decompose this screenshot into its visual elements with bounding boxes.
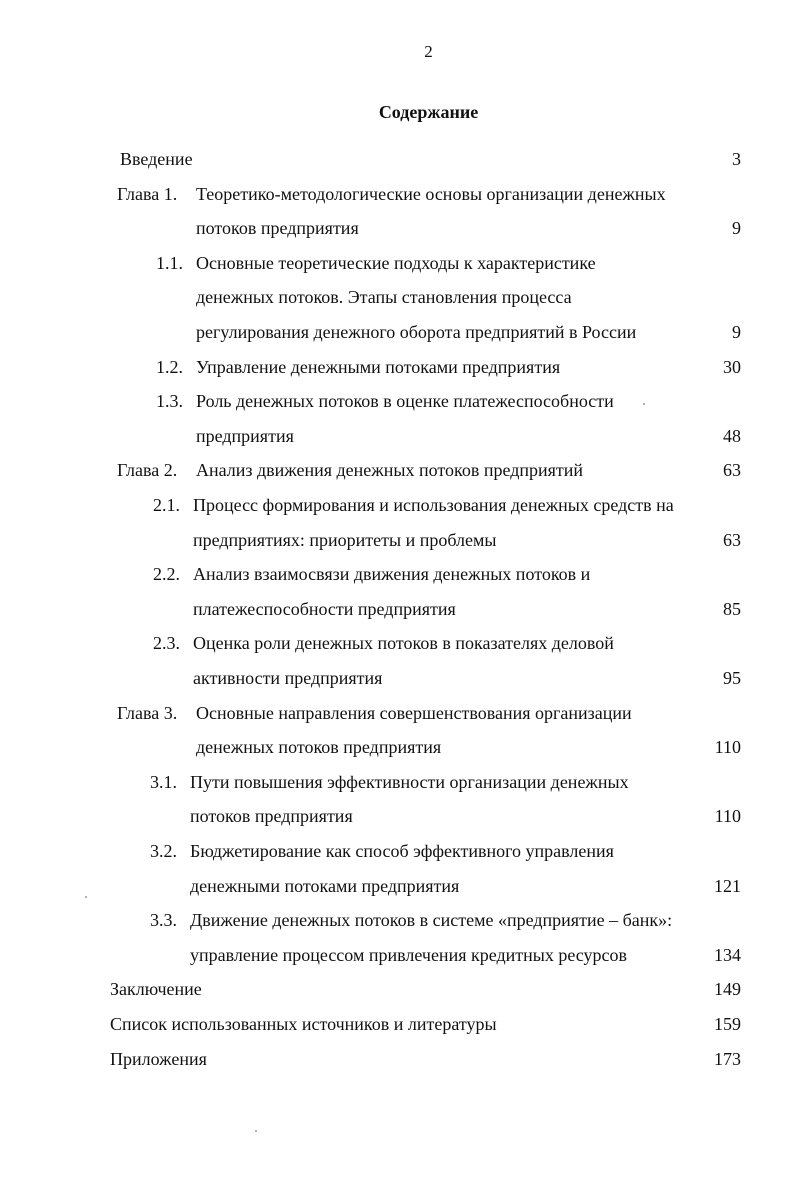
toc-entry-title: предприятия: [196, 425, 294, 446]
toc-entry-number: Глава 2.: [117, 460, 178, 481]
toc-entry-page: 30: [723, 356, 741, 377]
toc-entry-number: 1.3.: [156, 391, 183, 412]
page-title: Содержание: [378, 102, 479, 122]
toc-entry-number: 3.1.: [150, 771, 177, 792]
toc-entry-title: Бюджетирование как способ эффективного управления: [190, 841, 614, 861]
toc-entry-title: Пути повышения эффективности организации денежных: [190, 771, 629, 792]
toc-entry-title: Анализ движения денежных потоков предприятий: [196, 460, 584, 481]
toc-entry-number: Глава 3.: [117, 702, 178, 723]
scan-speck: [643, 403, 645, 405]
toc-entry-number: 1.2.: [156, 356, 183, 377]
toc-entry-number: 2.1.: [153, 495, 180, 515]
toc-entry-title: Теоретико-методологические основы организации денежных: [196, 183, 666, 204]
toc-entry-title: Оценка роли денежных потоков в показателях деловой: [193, 633, 614, 654]
toc-entry-number: 3.3.: [150, 910, 177, 931]
toc-entry-number: 3.2.: [150, 841, 177, 861]
toc-entry-title: Анализ взаимосвязи движения денежных потоков и: [193, 564, 591, 585]
toc-entry-title: потоков предприятия: [190, 806, 353, 827]
toc-entry-title: Заключение: [110, 979, 202, 1000]
scan-speck: [85, 896, 87, 898]
toc-entry-title: Список использованных источников и литературы: [110, 1014, 497, 1034]
toc-entry-title: потоков предприятия: [196, 218, 359, 239]
toc-entry-title: Управление денежными потоками предприятия: [196, 356, 561, 377]
toc-entry-page: 110: [714, 806, 741, 827]
toc-entry-number: 2.2.: [153, 564, 180, 585]
toc-entry-title: Приложения: [110, 1048, 207, 1069]
toc-entry-page: 9: [732, 218, 741, 239]
toc-entry-page: 63: [723, 460, 741, 481]
toc-entry-title: денежных потоков предприятия: [196, 737, 442, 758]
toc-entry-page: 159: [714, 1014, 741, 1034]
toc-entry-page: 121: [714, 875, 741, 896]
toc-entry-title: Основные теоретические подходы к характеристике: [196, 252, 596, 273]
toc-entry-number: 1.1.: [156, 252, 183, 273]
toc-entry-title: регулирования денежного оборота предприятий в России: [196, 322, 637, 342]
scan-speck: [255, 1130, 257, 1132]
toc-entry-number: 2.3.: [153, 633, 180, 654]
toc-entry-page: 85: [723, 598, 741, 619]
toc-entry-page: 110: [714, 737, 741, 758]
toc-entry-page: 173: [714, 1048, 741, 1069]
toc-entry-page: 3: [732, 149, 741, 169]
toc-entry-page: 134: [714, 944, 741, 965]
toc-entry-page: 95: [723, 668, 741, 688]
page-number: 2: [424, 42, 433, 61]
toc-entry-number: Глава 1.: [117, 183, 178, 204]
toc-entry-title: денежных потоков. Этапы становления процесса: [196, 287, 572, 308]
toc-entry-title: Введение: [120, 149, 193, 169]
toc-entry-page: 9: [732, 322, 741, 342]
toc-entry-title: Движение денежных потоков в системе «предприятие – банк»:: [190, 910, 673, 931]
toc-entry-title: денежными потоками предприятия: [190, 875, 460, 896]
toc-entry-title: активности предприятия: [193, 668, 383, 688]
toc-entry-title: платежеспособности предприятия: [193, 598, 456, 619]
toc-entry-title: Основные направления совершенствования организации: [196, 702, 632, 723]
toc-entry-page: 48: [723, 425, 741, 446]
toc-entry-title: Роль денежных потоков в оценке платежеспособности: [196, 391, 614, 412]
toc-entry-title: Процесс формирования и использования денежных средств на: [193, 495, 674, 515]
toc-entry-title: предприятиях: приоритеты и проблемы: [193, 529, 497, 550]
toc-entry-page: 63: [723, 529, 741, 550]
toc-entry-title: управление процессом привлечения кредитных ресурсов: [190, 944, 628, 965]
toc-entry-page: 149: [714, 979, 741, 1000]
